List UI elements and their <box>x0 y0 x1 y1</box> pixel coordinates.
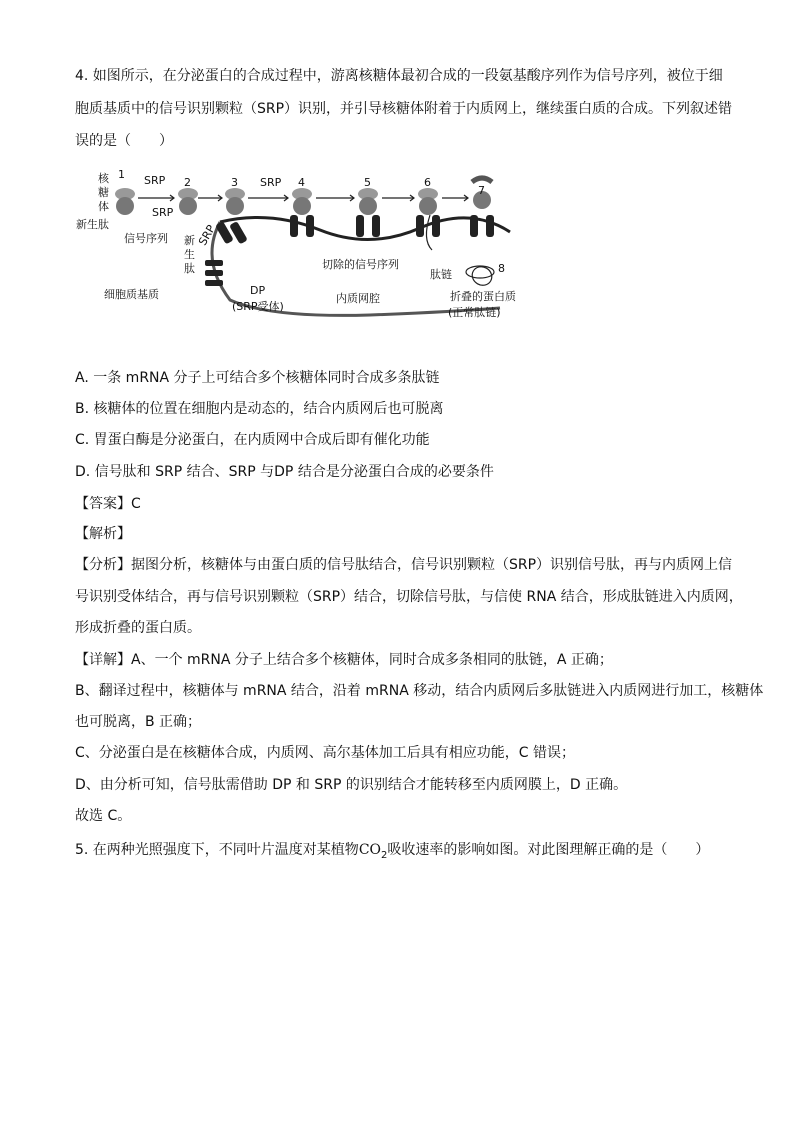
label-srp-top1: SRP <box>144 174 166 187</box>
num-5: 5 <box>364 176 371 189</box>
q4-stem-line3: 误的是（ ） <box>75 133 173 149</box>
detail-a: 【详解】A、一个 mRNA 分子上结合多个核糖体，同时合成多条相同的肽链，A 正确； <box>75 652 613 668</box>
detail-c: C、分泌蛋白是在核糖体合成，内质网、高尔基体加工后具有相应功能，C 错误； <box>75 745 575 761</box>
label-cut-signal: 切除的信号序列 <box>322 258 399 271</box>
analysis-line3: 形成折叠的蛋白质。 <box>75 620 201 636</box>
label-he: 核 <box>98 172 109 185</box>
option-b: B. 核糖体的位置在细胞内是动态的，结合内质网后也可脱离 <box>75 401 444 417</box>
jiexi-heading: 【解析】 <box>75 526 131 542</box>
detail-b2: 也可脱离，B 正确； <box>75 714 202 730</box>
label-dp: DP <box>250 284 266 297</box>
ribosome-1 <box>115 188 135 215</box>
label-er-lumen: 内质网腔 <box>336 292 380 305</box>
analysis-line2: 号识别受体结合，再与信号识别颗粒（SRP）结合，切除信号肽，与信使 RNA 结合，形成肽链进入内质网， <box>75 589 743 605</box>
q5-stem <box>75 840 709 866</box>
folded-protein <box>466 263 495 289</box>
detail-choose: 故选 C。 <box>75 808 132 824</box>
label-signal-seq: 信号序列 <box>124 232 168 245</box>
label-peptide: 肽链 <box>430 268 452 281</box>
srp-pathway-diagram <box>70 160 530 330</box>
num-3: 3 <box>231 176 238 189</box>
q5-co2: CO <box>358 842 382 858</box>
label-srp-top2: SRP <box>260 176 282 189</box>
dp-receptor <box>205 260 223 286</box>
num-7: 7 <box>478 184 485 197</box>
peptide-chain <box>426 215 432 250</box>
label-xinshengtai-left: 新生肽 <box>76 218 109 231</box>
num-4: 4 <box>298 176 305 189</box>
answer-label: 【答案】 <box>75 496 131 512</box>
option-d: D. 信号肽和 SRP 结合、SRP 与DP 结合是分泌蛋白合成的必要条件 <box>75 464 494 480</box>
option-c: C. 胃蛋白酶是分泌蛋白，在内质网中合成后即有催化功能 <box>75 432 430 448</box>
label-sheng: 生 <box>184 248 195 261</box>
q4-stem-line1: 4. 如图所示，在分泌蛋白的合成过程中，游离核糖体最初合成的一段氨基酸序列作为信号序列，被位于细 <box>75 68 723 84</box>
ribosome-4 <box>292 188 312 215</box>
num-2: 2 <box>184 176 191 189</box>
label-dp-sub: (SRP受体) <box>232 300 284 313</box>
label-tai: 肽 <box>184 262 195 275</box>
label-xin: 新 <box>184 234 195 247</box>
ribosome-2 <box>178 188 198 215</box>
label-srp-mid: SRP <box>152 206 174 219</box>
num-6: 6 <box>424 176 431 189</box>
er-membrane <box>220 218 510 240</box>
ribosome-3 <box>225 188 245 215</box>
num-1: 1 <box>118 168 125 181</box>
q5-co2-sub: 2 <box>381 849 388 861</box>
option-a: A. 一条 mRNA 分子上可结合多个核糖体同时合成多条肽链 <box>75 370 440 386</box>
num-8: 8 <box>498 262 505 275</box>
label-srp-diag: SRP <box>196 222 218 248</box>
q4-stem-line2: 胞质基质中的信号识别颗粒（SRP）识别，并引导核糖体附着于内质网上，继续蛋白质的合成。下列叙述错 <box>75 101 733 117</box>
label-ti: 体 <box>98 200 109 213</box>
ribosome-6 <box>418 188 438 215</box>
label-folded1: 折叠的蛋白质 <box>450 290 516 303</box>
q5-prefix: 5. 在两种光照强度下，不同叶片温度对某植物 <box>75 842 359 858</box>
answer-line <box>75 494 141 514</box>
detail-b1: B、翻译过程中，核糖体与 mRNA 结合，沿着 mRNA 移动，结合内质网后多肽链进入内质网进行加工，核糖体 <box>75 683 764 699</box>
label-tang: 糖 <box>98 186 109 199</box>
detail-d: D、由分析可知，信号肽需借助 DP 和 SRP 的识别结合才能转移至内质网膜上，D 正确。 <box>75 777 628 793</box>
label-folded2: (正常肽链) <box>448 306 501 319</box>
answer-value: C <box>131 496 141 512</box>
analysis-line1: 【分析】据图分析，核糖体与由蛋白质的信号肽结合，信号识别颗粒（SRP）识别信号肽，再与内质网上信 <box>75 557 733 573</box>
label-cytoplasm: 细胞质基质 <box>104 288 159 301</box>
q5-suffix: 吸收速率的影响如图。对此图理解正确的是（ ） <box>387 842 710 858</box>
ribosome-5 <box>358 188 378 215</box>
